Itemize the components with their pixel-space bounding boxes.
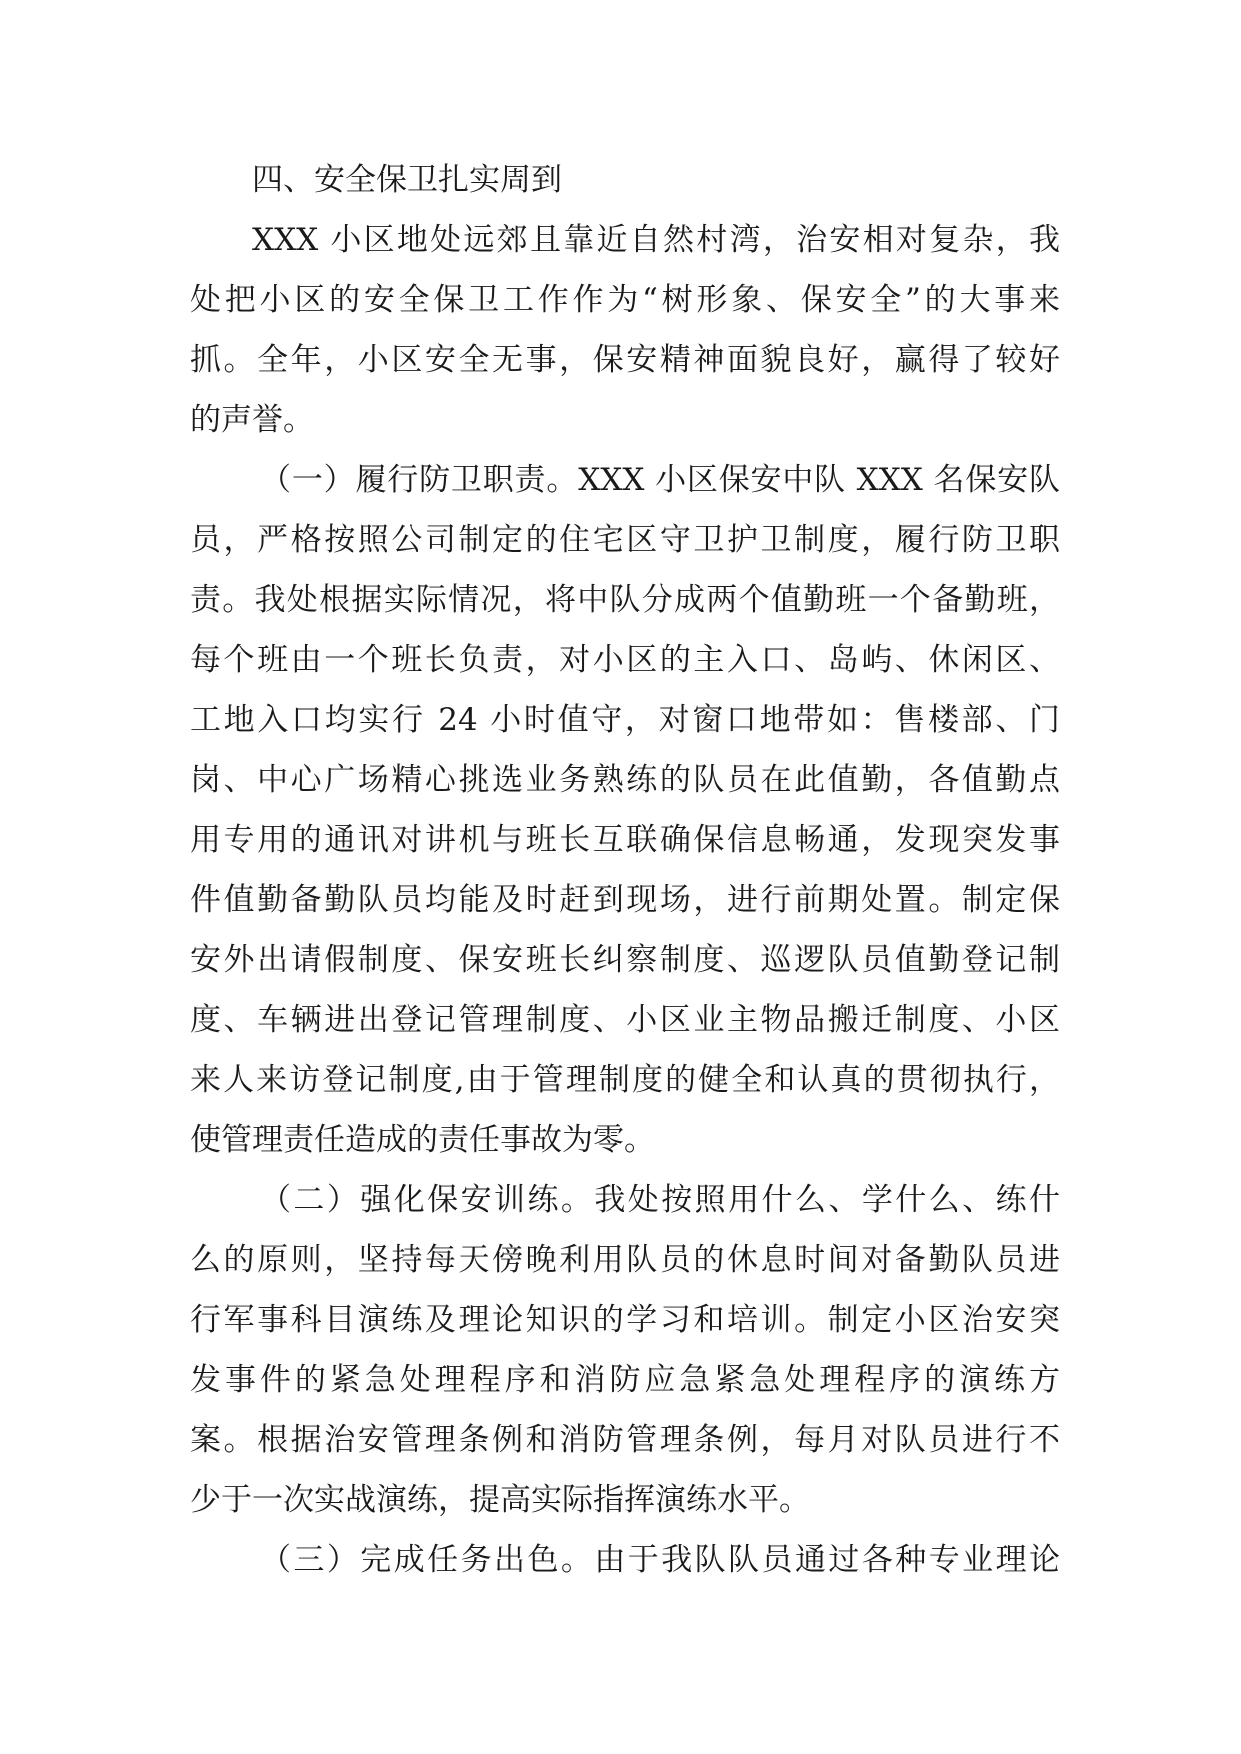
section-heading: 四、安全保卫扎实周到 — [252, 162, 562, 198]
document-body — [190, 150, 1060, 1590]
paragraph-line: 员，严格按照公司制定的住宅区守卫护卫制度，履行防卫职 — [190, 522, 1060, 558]
paragraph-line: 每个班由一个班长负责，对小区的主入口、岛屿、休闲区、 — [190, 642, 1060, 678]
paragraph-line: 么的原则，坚持每天傍晚利用队员的休息时间对备勤队员进 — [190, 1242, 1060, 1278]
paragraph-line: 处把小区的安全保卫工作作为“树形象、保安全”的大事来 — [190, 282, 1060, 318]
paragraph-line: 少于一次实战演练，提高实际指挥演练水平。 — [190, 1482, 810, 1518]
paragraph-line: 件值勤备勤队员均能及时赶到现场，进行前期处置。制定保 — [190, 882, 1060, 918]
paragraph-line: 工地入口均实行 24 小时值守，对窗口地带如：售楼部、门 — [190, 702, 1060, 738]
paragraph-line: 来人来访登记制度,由于管理制度的健全和认真的贯彻执行， — [190, 1062, 1060, 1098]
paragraph-line: 责。我处根据实际情况，将中队分成两个值勤班一个备勤班， — [190, 582, 1060, 618]
paragraph-line: XXX 小区地处远郊且靠近自然村湾，治安相对复杂，我 — [252, 222, 1060, 258]
paragraph-line: 的声誉。 — [190, 402, 314, 438]
paragraph-line: 岗、中心广场精心挑选业务熟练的队员在此值勤，各值勤点 — [190, 762, 1060, 798]
subsection-line: （一）履行防卫职责。XXX 小区保安中队 XXX 名保安队 — [260, 462, 1060, 498]
paragraph-line: 案。根据治安管理条例和消防管理条例，每月对队员进行不 — [190, 1422, 1060, 1458]
paragraph-line: 行军事科目演练及理论知识的学习和培训。制定小区治安突 — [190, 1302, 1060, 1338]
subsection-line: （三）完成任务出色。由于我队队员通过各种专业理论 — [260, 1542, 1060, 1578]
paragraph-line: 发事件的紧急处理程序和消防应急紧急处理程序的演练方 — [190, 1362, 1060, 1398]
paragraph-line: 抓。全年，小区安全无事，保安精神面貌良好，赢得了较好 — [190, 342, 1060, 378]
paragraph-line: 用专用的通讯对讲机与班长互联确保信息畅通，发现突发事 — [190, 822, 1060, 858]
subsection-line: （二）强化保安训练。我处按照用什么、学什么、练什 — [260, 1182, 1060, 1218]
paragraph-line: 使管理责任造成的责任事故为零。 — [190, 1122, 655, 1158]
paragraph-line: 安外出请假制度、保安班长纠察制度、巡逻队员值勤登记制 — [190, 942, 1060, 978]
paragraph-line: 度、车辆进出登记管理制度、小区业主物品搬迁制度、小区 — [190, 1002, 1060, 1038]
